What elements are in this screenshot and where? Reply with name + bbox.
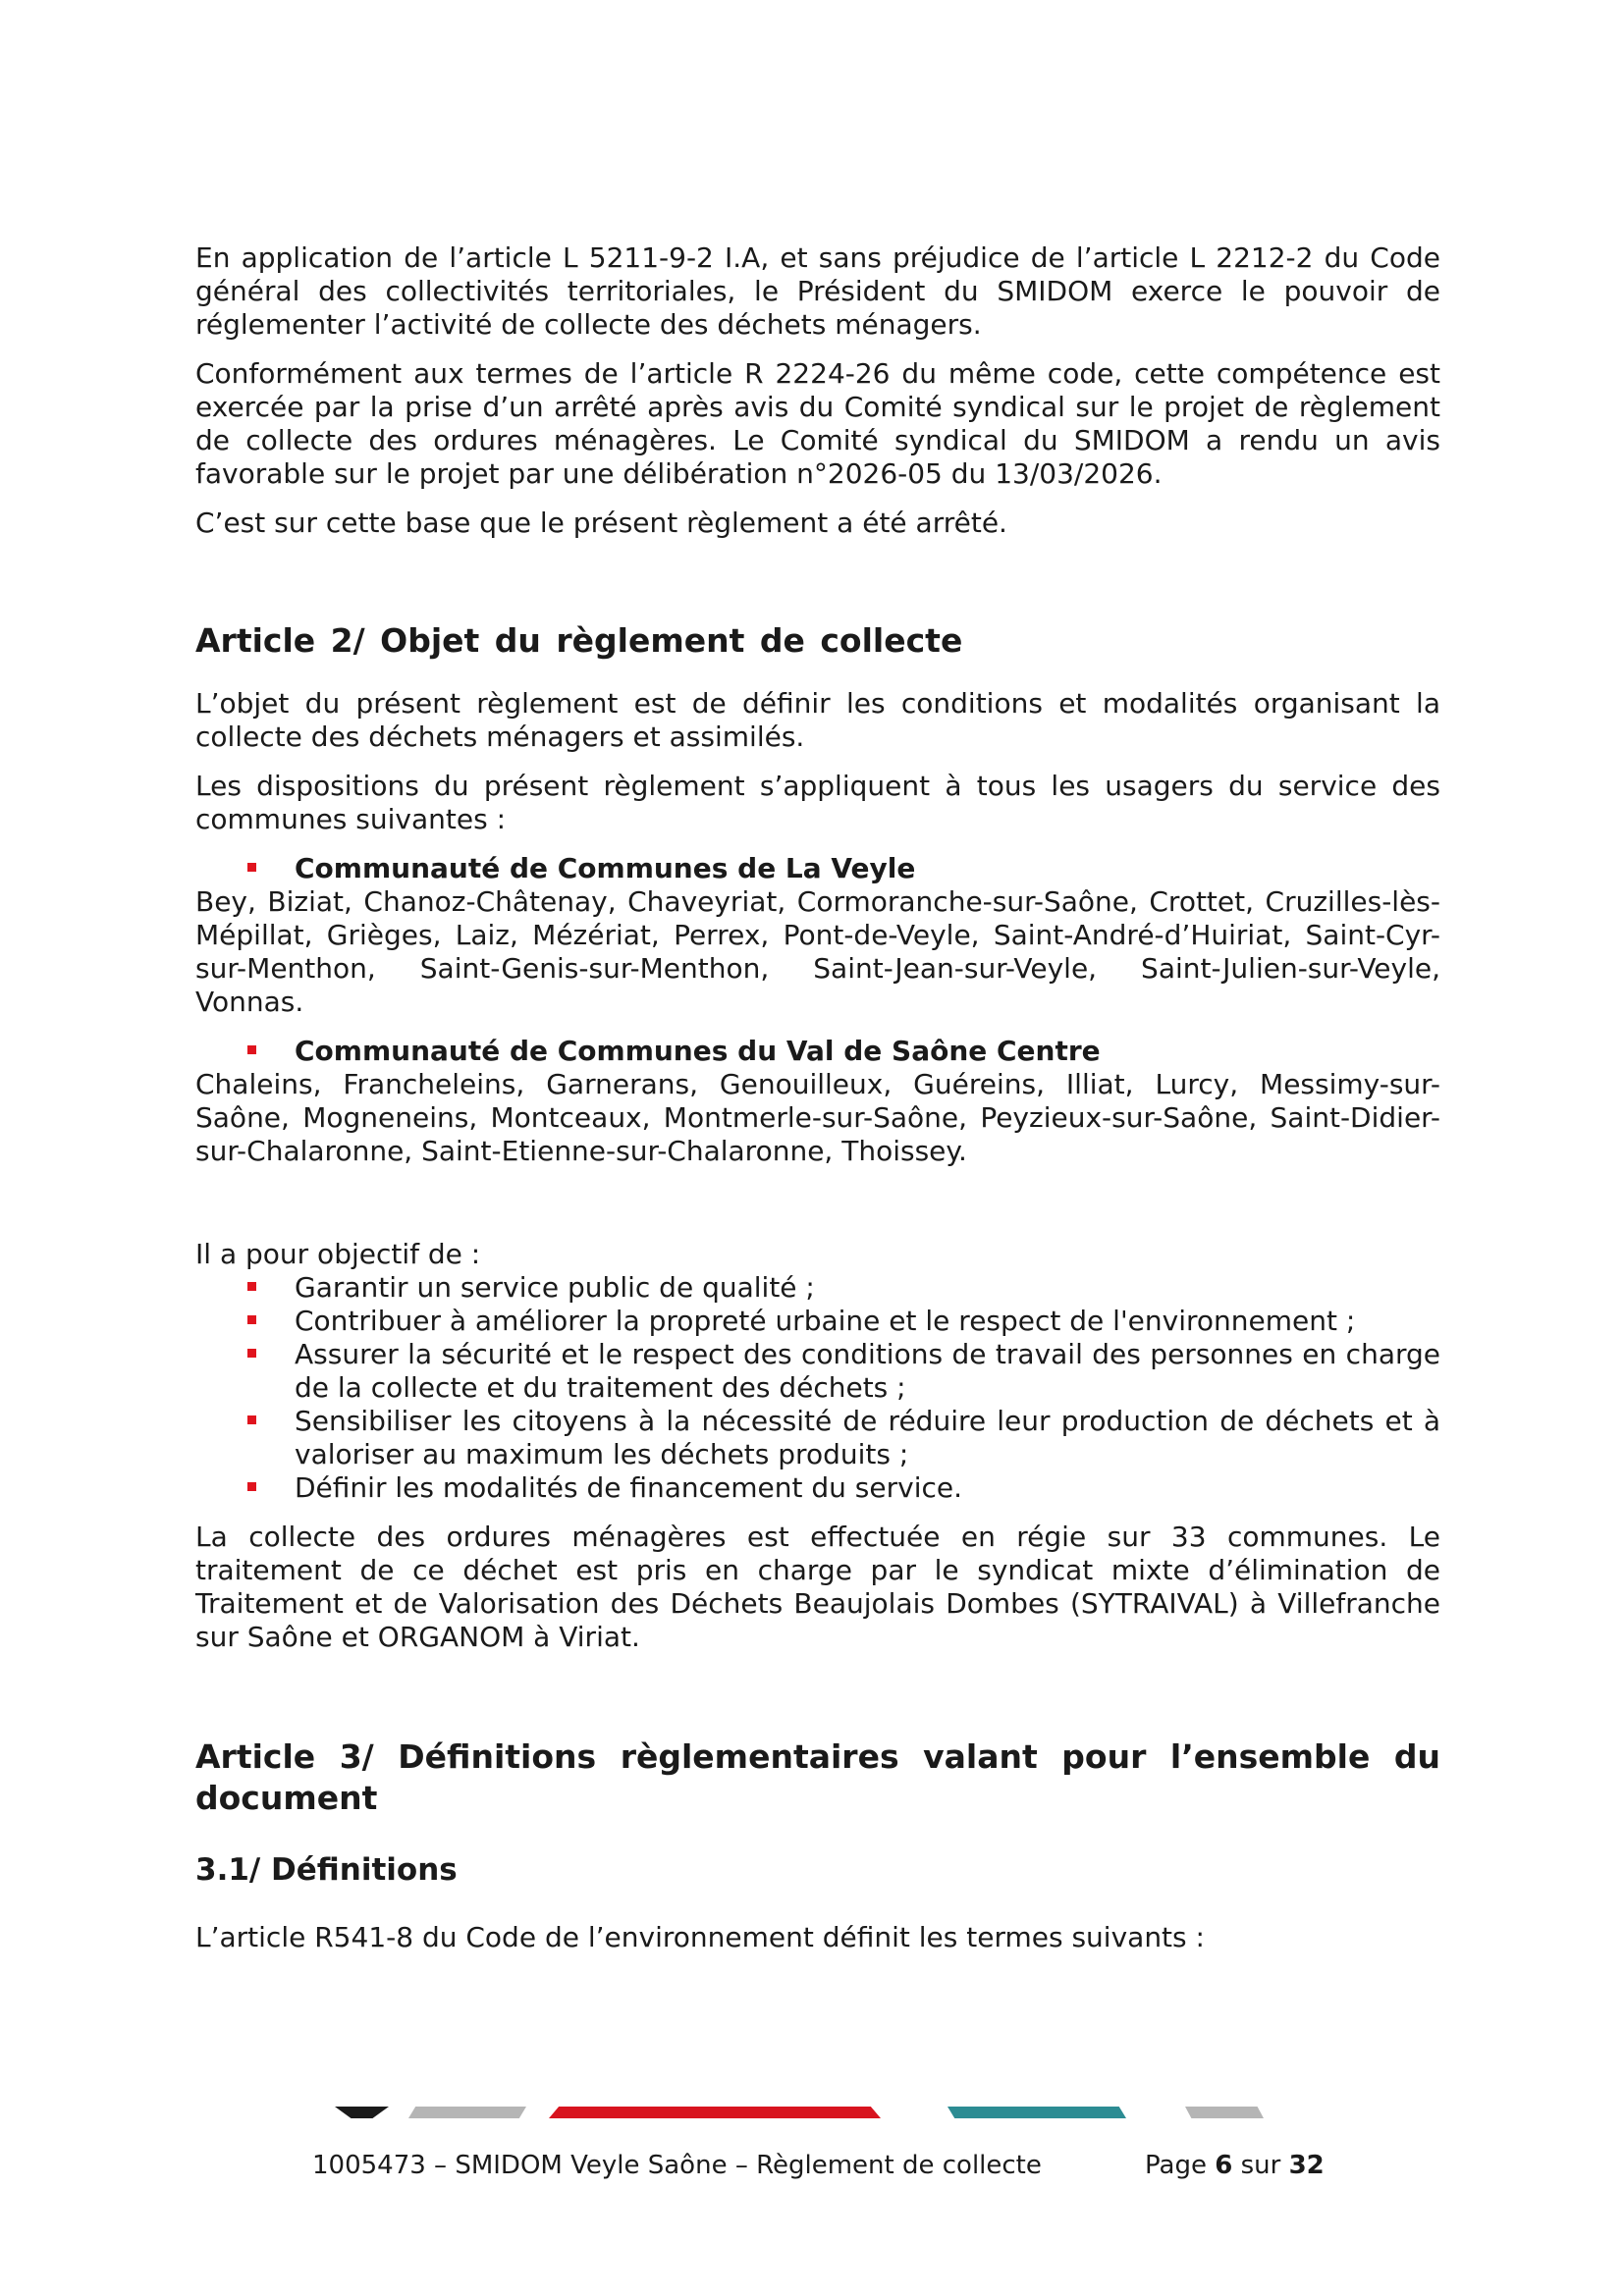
objective-item [195,1471,1440,1505]
objective-item [195,1405,1440,1471]
footer-bar-grey [408,2107,526,2118]
bullet-icon [247,1045,256,1054]
article-2-heading: Article 2/ Objet du règlement de collecte [195,621,963,660]
article-2-paragraph-1: L’objet du présent règlement est de définir les conditions et modalités organisant la collecte des déchets ménagers et assimilés. [195,687,1440,753]
article-3-heading: Article 3/ Définitions règlementaires valant pour l’ensemble du document [195,1737,1440,1817]
objective-text: Définir les modalités de financement du service. [295,1471,962,1504]
bullet-icon [247,1415,256,1424]
bullet-icon [247,1315,256,1324]
footer-document-title: 1005473 – SMIDOM Veyle Saône – Règlement de collecte [312,2151,1042,2180]
intro-paragraph-2: Conformément aux termes de l’article R 2224-26 du même code, cette compétence est exercée par la prise d’un arrêté après avis du Comité syndical sur le projet de règlement de collecte des ordures ménagères. Le Comité syndical du SMIDOM a rendu un avis favorable sur le projet par une délibération n°2026-05 du 13/03/2026. [195,357,1440,490]
article-3-paragraph-1: L’article R541-8 du Code de l’environnement définit les termes suivants : [195,1921,1205,1953]
community-item [195,1035,1440,1068]
footer-bar-grey [1185,2107,1264,2118]
community-towns: Chaleins, Francheleins, Garnerans, Genouilleux, Guéreins, Illiat, Lurcy, Messimy-sur-Saône, Mogneneins, Montceaux, Montmerle-sur-Saône, Peyzieux-sur-Saône, Saint-Didier-sur-Chalaronne, Saint-Etienne-sur-Chalaronne, Thoissey. [195,1068,1440,1167]
page-separator: sur [1240,2151,1281,2180]
bullet-icon [247,863,256,872]
page-current: 6 [1215,2151,1233,2180]
objective-text: Garantir un service public de qualité ; [295,1271,815,1304]
section-3-1-heading: 3.1/ Définitions [195,1852,458,1888]
objective-text: Contribuer à améliorer la propreté urbaine et le respect de l'environnement ; [295,1305,1356,1337]
community-name: Communauté de Communes de La Veyle [295,852,916,884]
bullet-icon [247,1349,256,1358]
intro-paragraph-1: En application de l’article L 5211-9-2 I.A, et sans préjudice de l’article L 2212-2 du Code général des collectivités territoriales, le Président du SMIDOM exerce le pouvoir de réglementer l’activité de collecte des déchets ménagers. [195,241,1440,341]
footer-bar-black [335,2107,389,2118]
community-list-veyle [195,852,1440,885]
community-towns: Bey, Biziat, Chanoz-Châtenay, Chaveyriat, Cormoranche-sur-Saône, Crottet, Cruzilles-lès-Mépillat, Grièges, Laiz, Mézériat, Perrex, Pont-de-Veyle, Saint-André-d’Huiriat, Saint-Cyr-sur-Menthon, Saint-Genis-sur-Menthon, Saint-Jean-sur-Veyle, Saint-Julien-sur-Veyle, Vonnas. [195,885,1440,1018]
community-item [195,852,1440,885]
objective-item [195,1271,1440,1305]
page-total: 32 [1288,2151,1325,2180]
objective-item [195,1305,1440,1338]
objective-text: Assurer la sécurité et le respect des conditions de travail des personnes en charge de la collecte et du traitement des déchets ; [295,1338,1440,1404]
objective-item [195,1338,1440,1405]
objectives-list [195,1271,1440,1505]
page-content [195,241,1440,1970]
page-label: Page [1145,2151,1207,2180]
bullet-icon [247,1482,256,1491]
footer-decoration [0,2107,1624,2120]
objective-text: Sensibiliser les citoyens à la nécessité de réduire leur production de déchets et à valoriser au maximum les déchets produits ; [295,1405,1440,1470]
community-name: Communauté de Communes du Val de Saône Centre [295,1035,1101,1067]
intro-paragraph-3: C’est sur cette base que le présent règlement a été arrêté. [195,507,1007,539]
footer-bar-red [549,2107,881,2118]
objectives-intro: Il a pour objectif de : [195,1238,481,1270]
community-list-val-de-saone [195,1035,1440,1068]
bullet-icon [247,1282,256,1291]
footer-bar-teal [947,2107,1126,2118]
footer-page-number [1145,2150,1325,2181]
article-2-paragraph-3: La collecte des ordures ménagères est effectuée en régie sur 33 communes. Le traitement de ce déchet est pris en charge par le syndicat mixte d’élimination de Traitement et de Valorisation des Déchets Beaujolais Dombes (SYTRAIVAL) à Villefranche sur Saône et ORGANOM à Viriat. [195,1521,1440,1653]
article-2-paragraph-2: Les dispositions du présent règlement s’appliquent à tous les usagers du service des communes suivantes : [195,770,1440,835]
